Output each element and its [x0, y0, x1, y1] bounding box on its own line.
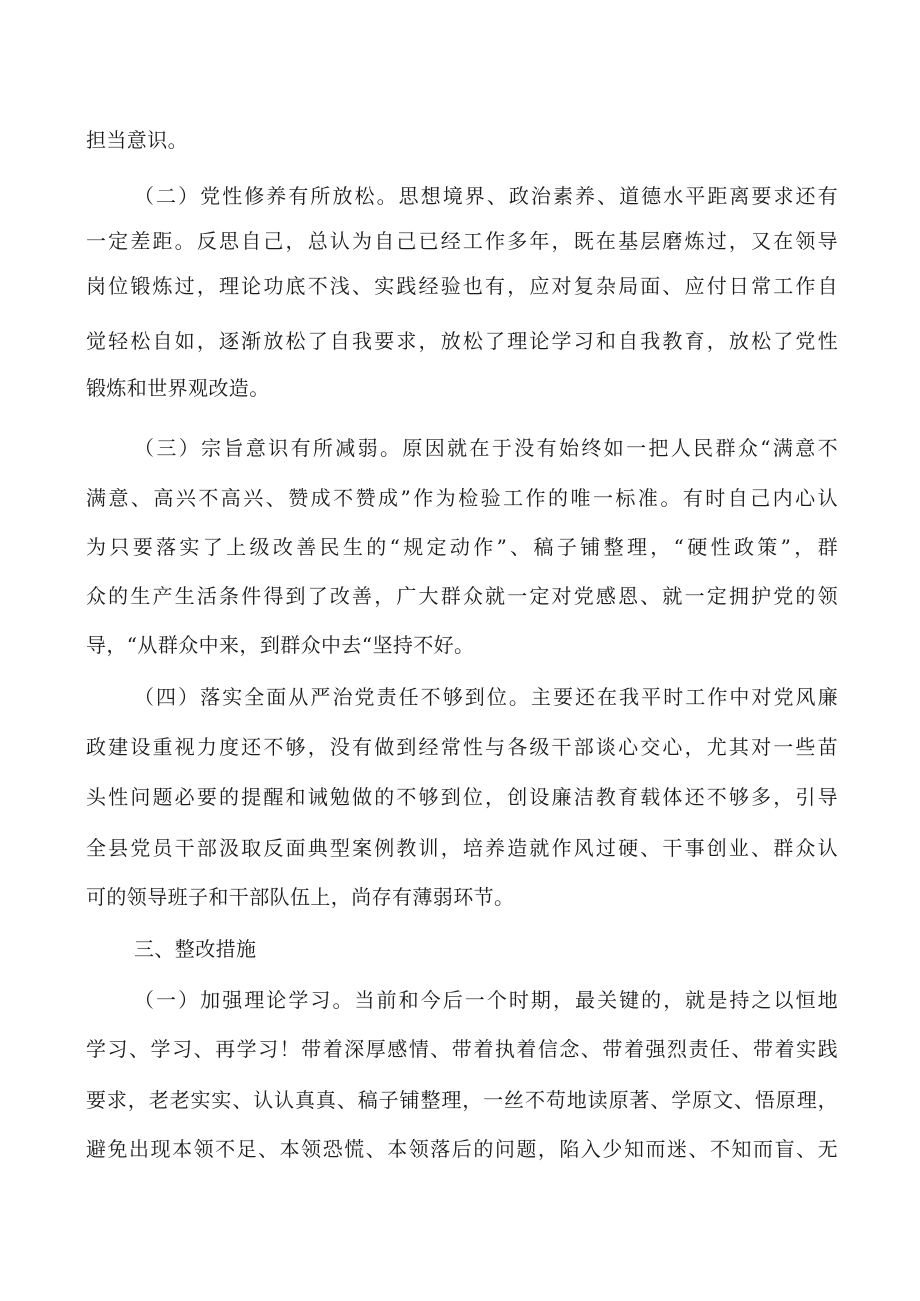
paragraph-line: 岗位锻炼过，理论功底不浅、实践经验也有，应对复杂局面、应付日常工作自	[86, 274, 838, 298]
paragraph-line: （三）宗旨意识有所减弱。原因就在于没有始终如一把人民群众“满意不	[134, 436, 838, 460]
paragraph-line: （一）加强理论学习。当前和今后一个时期，最关键的，就是持之以恒地	[134, 988, 838, 1012]
paragraph-line: 锻炼和世界观改造。	[86, 376, 270, 400]
paragraph-line: 要求，老老实实、认认真真、稿子铺整理，一丝不苟地读原著、学原文、悟原理，	[86, 1088, 838, 1112]
paragraph-line: 众的生产生活条件得到了改善，广大群众就一定对党感恩、就一定拥护党的领	[86, 584, 838, 608]
paragraph-line: 为只要落实了上级改善民生的“规定动作”、稿子铺整理，“硬性政策”，群	[86, 535, 838, 559]
paragraph-line: 政建设重视力度还不够，没有做到经常性与各级干部谈心交心，尤其对一些苗	[86, 735, 838, 759]
paragraph-line: 避免出现本领不足、本领恐慌、本领落后的问题，陷入少知而迷、不知而盲、无	[86, 1137, 838, 1161]
section-heading: 三、整改措施	[134, 937, 257, 961]
paragraph-line: 全县党员干部汲取反面典型案例教训，培养造就作风过硬、干事创业、群众认	[86, 836, 838, 860]
paragraph-line: 满意、高兴不高兴、赞成不赞成”作为检验工作的唯一标准。有时自己内心认	[86, 486, 838, 510]
paragraph-line: 一定差距。反思自己，总认为自己已经工作多年，既在基层磨炼过，又在领导	[86, 229, 838, 253]
paragraph-line: 担当意识。	[86, 128, 188, 152]
paragraph-line: 头性问题必要的提醒和诫勉做的不够到位，创设廉洁教育载体还不够多，引导	[86, 785, 838, 809]
paragraph-line: （四）落实全面从严治党责任不够到位。主要还在我平时工作中对党风廉	[134, 685, 838, 709]
paragraph-line: 觉轻松自如，逐渐放松了自我要求，放松了理论学习和自我教育，放松了党性	[86, 329, 838, 353]
paragraph-line: 导，“从群众中来，到群众中去“坚持不好。	[86, 633, 475, 657]
paragraph-line: 学习、学习、再学习！带着深厚感情、带着执着信念、带着强烈责任、带着实践	[86, 1037, 838, 1061]
paragraph-line: 可的领导班子和干部队伍上，尚存有薄弱环节。	[86, 885, 515, 909]
paragraph-line: （二）党性修养有所放松。思想境界、政治素养、道德水平距离要求还有	[134, 184, 838, 208]
